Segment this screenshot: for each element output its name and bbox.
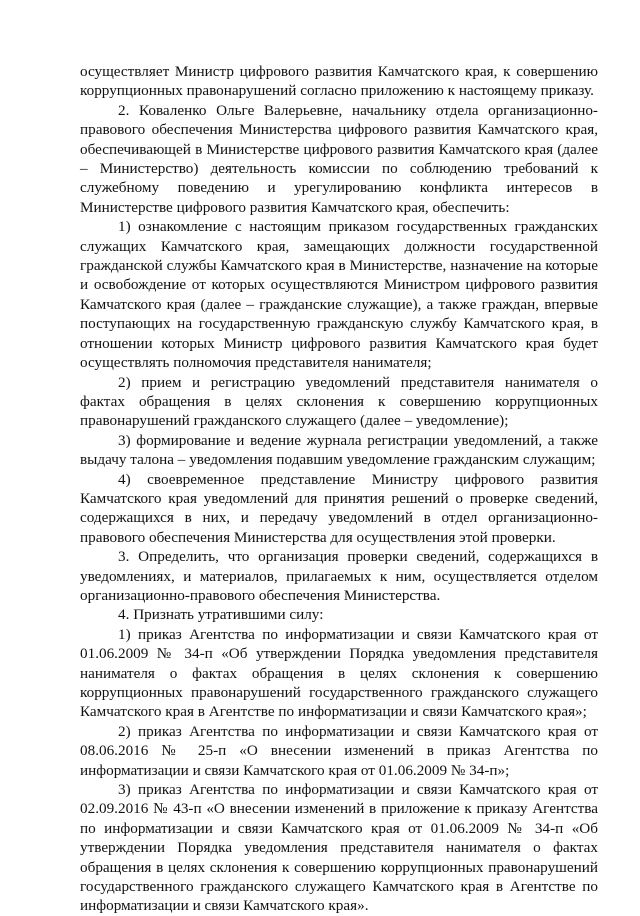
document-page [80, 62, 598, 916]
paragraph-item-3: 3. Определить, что организация проверки сведений, содержащихся в уведомлениях, и материалов, прилагаемых к ним, осуществляется отделом организационно-правового обеспечения Министерства. [80, 548, 598, 604]
paragraph-continuation: осуществляет Министр цифрового развития Камчатского края, к совершению коррупционных правонарушений согласно приложению к настоящему приказу. [80, 63, 598, 100]
paragraph-subitem-4-1: 1) приказ Агентства по информатизации и связи Камчатского края от 01.06.2009 № 34-п «Об утверждении Порядка уведомления представителя нанимателя о фактах обращения в целях склонения к совершению коррупционных правонарушений государственного гражданского служащего Камчатского края в Агентстве по информатизации и связи Камчатского края»; [80, 625, 598, 721]
paragraph-subitem-4-2: 2) приказ Агентства по информатизации и связи Камчатского края от 08.06.2016 № 25-п «О внесении изменений в приказ Агентства по информатизации и связи Камчатского края от 01.06.2009 № 34-п»; [80, 722, 598, 779]
paragraph-subitem-2-2: 2) прием и регистрацию уведомлений представителя нанимателя о фактах обращения в целях склонения к совершению коррупционных правонарушений гражданского служащего (далее – уведомление); [80, 373, 598, 430]
paragraph-item-4: 4. Признать утратившими силу: [118, 606, 324, 624]
paragraph-subitem-4-3: 3) приказ Агентства по информатизации и связи Камчатского края от 02.09.2016 № 43-п «О внесении изменений в приложение к приказу Агентства по информатизации и связи Камчатского края от 01.06.2009 № 34-п «Об утверждении Порядка уведомления представителя нанимателя о фактах обращения в целях склонения к совершению коррупционных правонарушений государственного гражданского служащего Камчатского края в Агентстве по информатизации и связи Камчатского края». [80, 781, 598, 915]
paragraph-subitem-2-1: 1) ознакомление с настоящим приказом государственных гражданских служащих Камчатского края, замещающих должности государственной гражданской службы Камчатского края в Министерстве, назначение на которые и освобождение от которых осуществляются Министром цифрового развития Камчатского края (далее – гражданские служащие), а также граждан, впервые поступающих на государственную гражданскую службу Камчатского края, в отношении которых Министр цифрового развития Камчатского края будет осуществлять полномочия представителя нанимателя; [80, 218, 598, 372]
paragraph-subitem-2-4: 4) своевременное представление Министру цифрового развития Камчатского края уведомлений для принятия решений о проверке сведений, содержащихся в них, и передачу уведомлений в отдел организационно-правового обеспечения Министерства для осуществления этой проверки. [80, 470, 598, 546]
paragraph-subitem-2-3: 3) формирование и ведение журнала регистрации уведомлений, а также выдачу талона – уведомления подавшим уведомление гражданским служащим; [80, 431, 598, 469]
paragraph-item-2: 2. Коваленко Ольге Валерьевне, начальнику отдела организационно-правового обеспечения Министерства цифрового развития Камчатского края, обеспечивающей в Министерстве цифрового развития Камчатского края (далее – Министерство) деятельность комиссии по соблюдению требований к служебному поведению и урегулированию конфликта интересов в Министерстве цифрового развития Камчатского края, обеспечить: [80, 101, 598, 216]
